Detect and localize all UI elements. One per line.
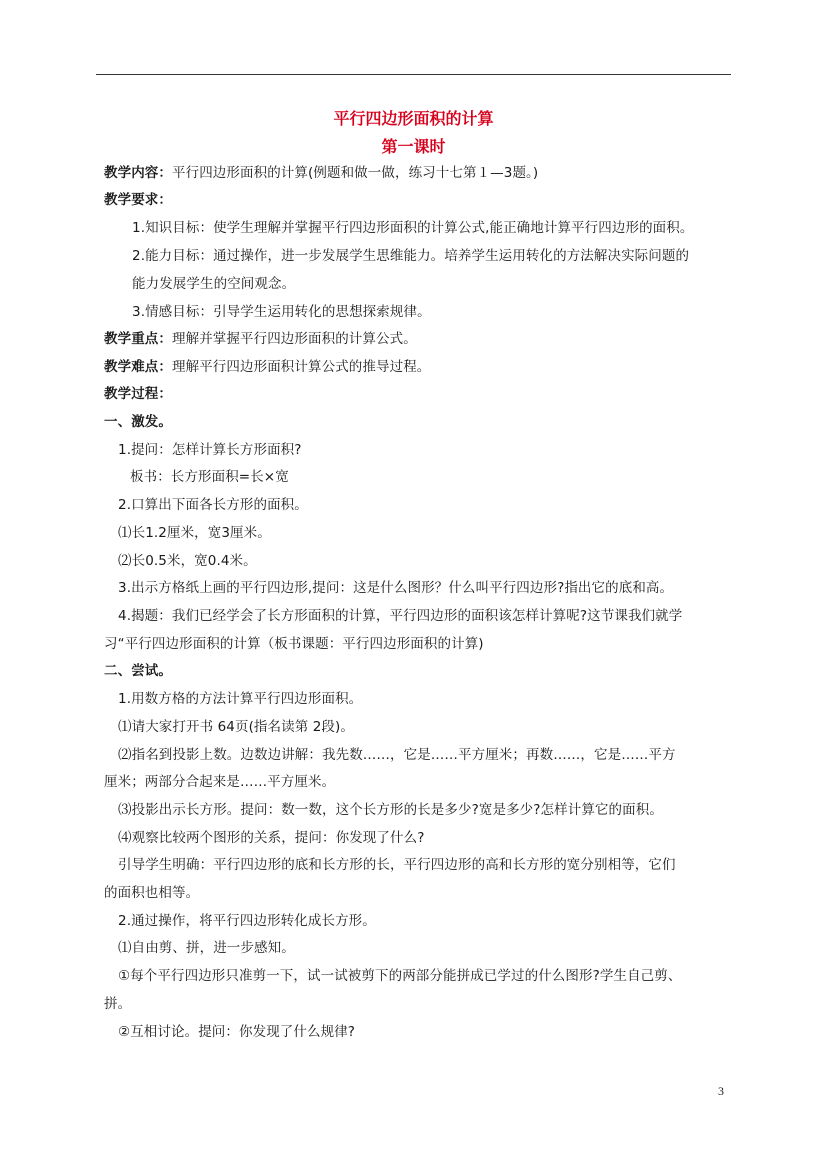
requirement-3: 3.情感目标：引导学生运用转化的思想探索规律。 xyxy=(132,304,431,320)
difficulty-label: 教学难点： xyxy=(104,359,172,375)
guidance-line2: 的面积也相等。 xyxy=(104,885,200,901)
content-line xyxy=(104,164,538,182)
section-2-item-2a-step1-line2: 拼。 xyxy=(104,996,132,1012)
section-2-item-1: 1.用数方格的方法计算平行四边形面积。 xyxy=(118,691,363,707)
section-2-item-1a: ⑴请大家打开书 64页(指名读第 2段)。 xyxy=(118,719,354,735)
section-2-item-1c: ⑶投影出示长方形。提问：数一数，这个长方形的长是多少?宽是多少?怎样计算它的面积。 xyxy=(118,802,663,818)
requirement-2-line2: 能力发展学生的空间观念。 xyxy=(132,276,296,292)
difficulty-line xyxy=(104,358,430,376)
section-1-item-3: 3.出示方格纸上画的平行四边形,提问：这是什么图形？什么叫平行四边形?指出它的底和高。 xyxy=(118,580,674,596)
section-1-item-2b: ⑵长0.5米，宽0.4米。 xyxy=(118,553,257,569)
section-2-item-2a-step1-line1: ①每个平行四边形只准剪一下，试一试被剪下的两部分能拼成已学过的什么图形?学生自己剪、 xyxy=(118,968,682,984)
content-label: 教学内容： xyxy=(104,165,172,181)
section-2-heading: 二、尝试。 xyxy=(104,663,172,679)
key-point-text: 理解并掌握平行四边形面积的计算公式。 xyxy=(172,331,417,347)
guidance-line1: 引导学生明确：平行四边形的底和长方形的长，平行四边形的高和长方形的宽分别相等，它们 xyxy=(118,857,676,873)
document-subtitle: 第一课时 xyxy=(381,137,446,156)
requirement-2-line1: 2.能力目标：通过操作，进一步发展学生思维能力。培养学生运用转化的方法解决实际问题的 xyxy=(132,248,690,264)
section-2-item-1b-line2: 厘米；两部分合起来是……平方厘米。 xyxy=(104,774,336,790)
key-point-label: 教学重点： xyxy=(104,331,172,347)
section-1-item-2: 2.口算出下面各长方形的面积。 xyxy=(118,497,308,513)
section-2-item-1b-line1: ⑵指名到投影上数。边数边讲解：我先数……，它是……平方厘米；再数……，它是……平方 xyxy=(118,747,676,763)
document-title: 平行四边形面积的计算 xyxy=(333,109,494,128)
process-label: 教学过程： xyxy=(104,386,172,402)
key-point-line xyxy=(104,330,417,348)
difficulty-text: 理解平行四边形面积计算公式的推导过程。 xyxy=(172,359,431,375)
section-1-item-4-line1: 4.揭题：我们已经学会了长方形面积的计算，平行四边形的面积该怎样计算呢?这节课我们就学 xyxy=(118,608,683,624)
page-number: 3 xyxy=(718,1084,724,1098)
section-1-item-1: 1.提问：怎样计算长方形面积? xyxy=(118,442,302,458)
section-1-item-4-line2: 习“平行四边形面积的计算（板书课题：平行四边形面积的计算) xyxy=(104,636,484,652)
board-note: 板书：长方形面积=长×宽 xyxy=(130,469,289,485)
section-2-item-1d: ⑷观察比较两个图形的关系，提问：你发现了什么? xyxy=(118,830,425,846)
section-2-item-2: 2.通过操作，将平行四边形转化成长方形。 xyxy=(118,913,376,929)
section-1-heading: 一、激发。 xyxy=(104,414,172,430)
requirements-label: 教学要求： xyxy=(104,192,172,208)
content-text: 平行四边形面积的计算(例题和做一做，练习十七第１—3题。) xyxy=(172,165,539,181)
section-2-item-2a-step2: ②互相讨论。提问：你发现了什么规律? xyxy=(118,1024,356,1040)
section-1-item-2a: ⑴长1.2厘米，宽3厘米。 xyxy=(118,525,271,541)
section-2-item-2a: ⑴自由剪、拼，进一步感知。 xyxy=(118,940,295,956)
requirement-1: 1.知识目标：使学生理解并掌握平行四边形面积的计算公式,能正确地计算平行四边形的面积。 xyxy=(132,220,694,236)
header-rule xyxy=(96,74,731,75)
